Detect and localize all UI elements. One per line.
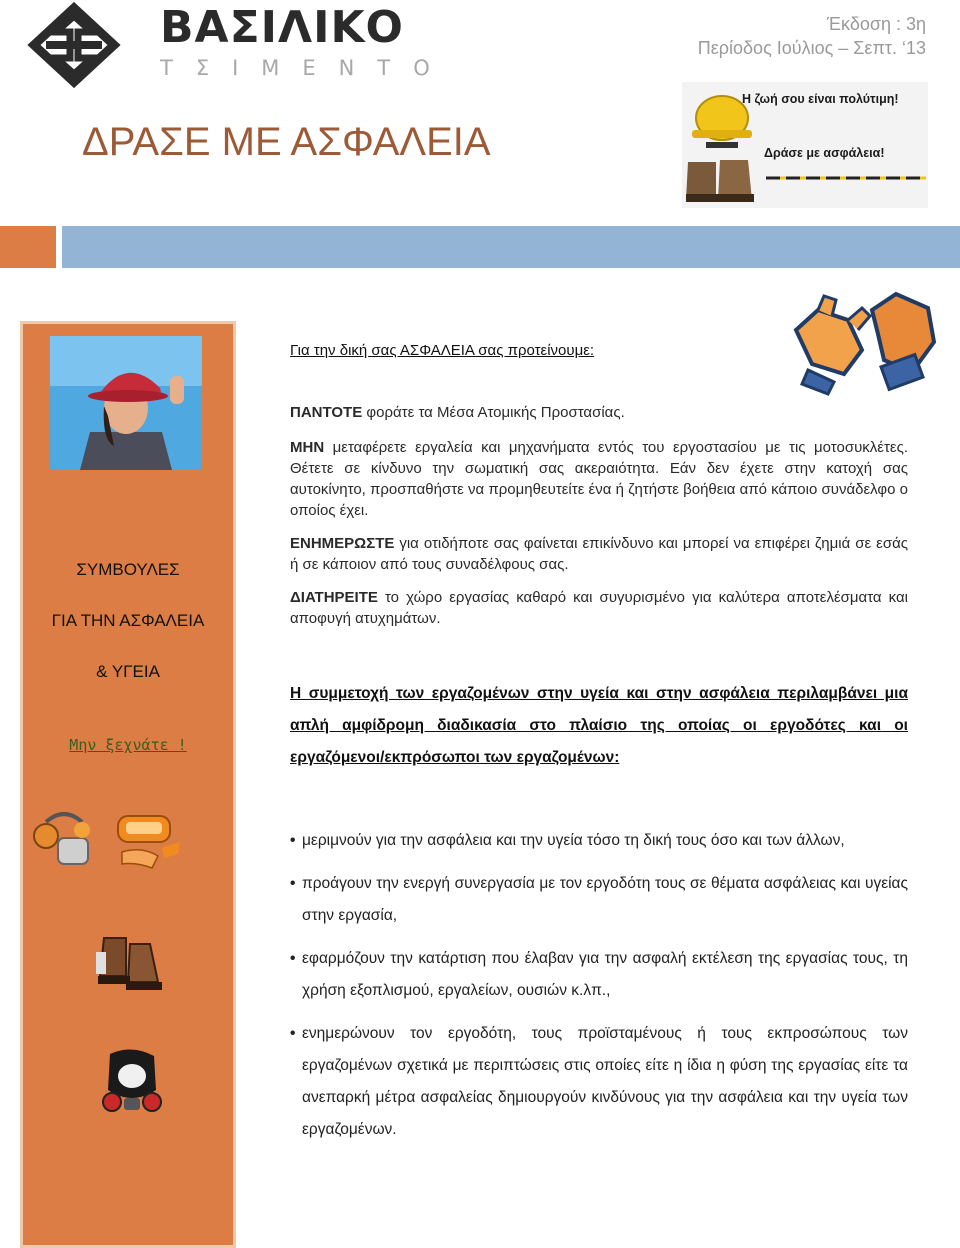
sidebar-heading-line-1: ΣΥΜΒΟΥΛΕΣ (76, 560, 180, 579)
tip-keyword: ΕΝΗΜΕΡΩΣΤΕ (290, 535, 395, 552)
list-item (290, 825, 908, 857)
safety-banner (682, 82, 928, 208)
list-item (290, 1018, 908, 1146)
banner-line-2: Δράσε με ασφάλεια! (764, 146, 885, 160)
brand-name: ΒΑΣΙΛΙΚΟ (160, 2, 404, 53)
tip-text: φοράτε τα Μέσα Ατομικής Προστασίας. (362, 404, 625, 421)
bullet-icon: • (290, 950, 296, 967)
list-item-text: μεριμνούν για την ασφάλεια και την υγεία τόσο τη δική τους όσο και των άλλων, (302, 832, 845, 849)
tip-text: το χώρο εργασίας καθαρό και συγυρισμένο για καλύτερα αποτελέσματα και αποφυγή ατυχημάτων. (290, 589, 908, 627)
edition-label: Έκδοση : 3η (826, 14, 926, 34)
list-item-text: ενημερώνουν τον εργοδότη, τους προϊσταμένους ή τους εκπροσώπους των εργαζομένων σχετικά με περιπτώσεις στις οποίες είτε η ίδια η φύση της εργασίας είτε τα ανεπαρκή μέτρα ασφαλείας δημιουργούν κινδύνους για την ασφάλεια και την υγεία των εργαζομένων. (302, 1025, 908, 1138)
bullet-icon: • (290, 875, 296, 892)
sidebar-heading-line-2: ΓΙΑ ΤΗΝ ΑΣΦΑΛΕΙΑ (51, 611, 205, 630)
tip-keyword: ΜΗΝ (290, 439, 325, 456)
sidebar-reminder: Μην ξεχνάτε ! (69, 736, 187, 754)
tip-paragraph-4 (290, 587, 908, 629)
safety-gear-icon (112, 808, 184, 872)
bullet-icon: • (290, 1025, 296, 1042)
tip-keyword: ΔΙΑΤΗΡΕΙΤΕ (290, 589, 378, 606)
tip-text: για οτιδήποτε σας φαίνεται επικίνδυνο και μπορεί να επιφέρει ζημιά σε εσάς ή σε κάποιον από τους συναδέλφους σας. (290, 535, 908, 573)
bullet-icon: • (290, 832, 296, 849)
page-title: ΔΡΑΣΕ ΜΕ ΑΣΦΑΛΕΙΑ (82, 120, 491, 164)
ear-protection-icon (32, 808, 96, 870)
respirator-mask-icon (98, 1046, 166, 1116)
sidebar-heading-line-3: & ΥΓΕΙΑ (96, 662, 160, 681)
banner-divider (766, 174, 926, 182)
tip-keyword: ΠΑΝΤΟΤΕ (290, 404, 363, 421)
safety-boots-icon (96, 932, 166, 996)
accent-bar-blue (62, 226, 960, 268)
list-item-text: εφαρμόζουν την κατάρτιση που έλαβαν για την ασφαλή εκτέλεση της εργασίας τους, τη χρήση εξοπλισμού, εργαλείων, ουσιών κ.λπ., (302, 950, 908, 999)
list-item (290, 868, 908, 932)
brand-subtitle: ΤΣΙΜΕΝΤΟ (160, 56, 453, 80)
tip-paragraph-2 (290, 437, 908, 521)
list-item (290, 943, 908, 1007)
worker-woman-photo (50, 336, 202, 470)
intro-line: Για την δική σας ΑΣΦΑΛΕΙΑ σας προτείνουμε: (290, 342, 595, 359)
list-item-text: προάγουν την ενεργή συνεργασία με τον εργοδότη τους σε θέματα ασφάλειας και υγείας στην εργασία, (302, 875, 908, 924)
tip-paragraph-3 (290, 533, 908, 575)
banner-line-1: Η ζωή σου είναι πολύτιμη! (742, 92, 899, 106)
section-heading: Η συμμετοχή των εργαζομένων στην υγεία και στην ασφάλεια περιλαμβάνει μια απλή αμφίδρομη διαδικασία στο πλαίσιο της οποίας οι εργοδότες και οι εργαζόμενοι/εκπρόσωποι των εργαζομένων: (290, 685, 908, 766)
tip-text: μεταφέρετε εργαλεία και μηχανήματα εντός του εργοστασίου με τις μοτοσυκλέτες. Θέτετε σε κίνδυνο την σωματική σας ακεραιότητα. Εάν δεν έχετε στην κατοχή σας αυτοκίνητο, προσπαθήστε να προμηθευτείτε ένα ή ζητήστε βοήθεια από κάποιο συνάδελφο ο οποίος έχει. (290, 439, 908, 519)
company-logo (26, 2, 122, 88)
tip-paragraph-1 (290, 402, 908, 423)
period-label: Περίοδος Ιούλιος – Σεπτ. ‘13 (697, 38, 926, 58)
accent-bar-orange (0, 226, 56, 268)
